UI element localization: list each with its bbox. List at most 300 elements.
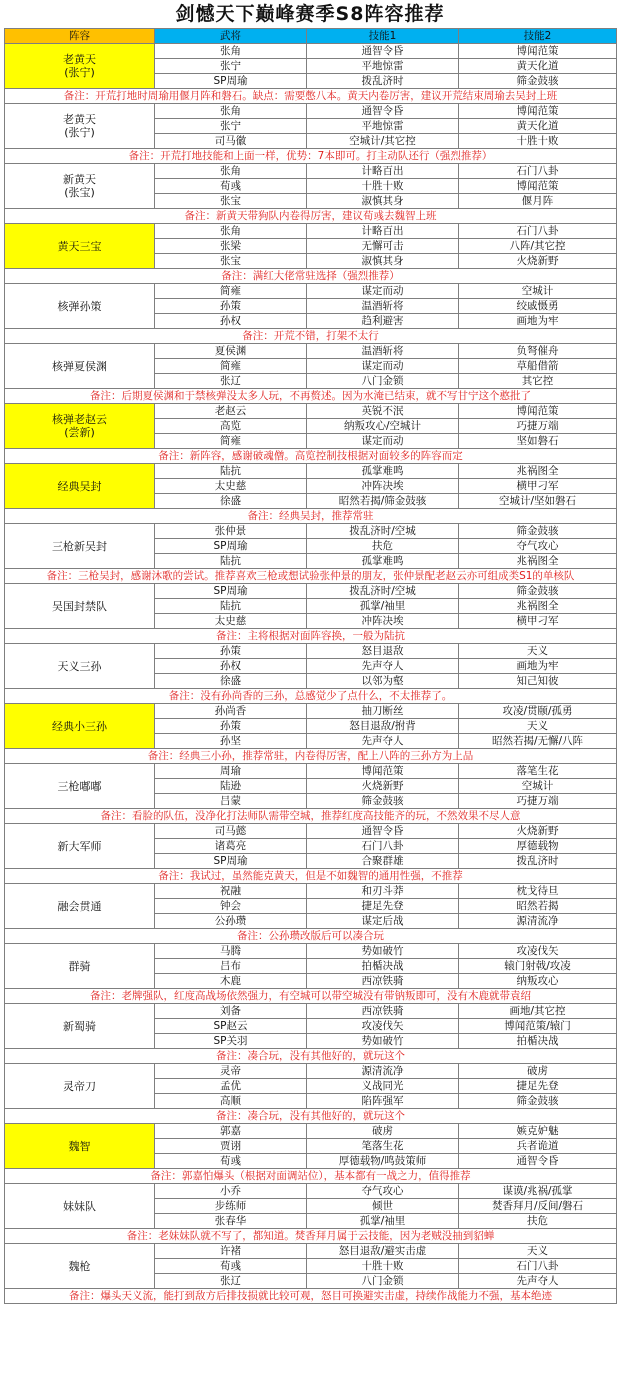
lineup-name-cell [5, 104, 155, 149]
table-row [5, 44, 617, 59]
general-cell: 马腾 [155, 944, 307, 959]
skill-2-cell: 负弩催舟 [459, 344, 617, 359]
skill-2-cell: 博闻范策 [459, 104, 617, 119]
lineup-name-cell [5, 944, 155, 989]
general-cell: 简雍 [155, 284, 307, 299]
note-row [5, 209, 617, 224]
general-cell: 祝融 [155, 884, 307, 899]
general-cell: 陆抗 [155, 554, 307, 569]
skill-1-cell: 以邻为壑 [307, 674, 459, 689]
skill-2-cell: 空城计 [459, 284, 617, 299]
lineup-subname: (张宁) [64, 66, 95, 79]
general-cell: 许褚 [155, 1244, 307, 1259]
skill-1-cell: 冲阵决埃 [307, 614, 459, 629]
general-cell: 小乔 [155, 1184, 307, 1199]
skill-1-cell: 笔落生花 [307, 1139, 459, 1154]
skill-2-cell: 绞戚慑勇 [459, 299, 617, 314]
skill-1-cell: 势如破竹 [307, 1034, 459, 1049]
general-cell: 张宝 [155, 254, 307, 269]
table-row [5, 1004, 617, 1019]
skill-1-cell: 攻凌伐矢 [307, 1019, 459, 1034]
lineup-name-cell [5, 824, 155, 869]
skill-2-cell: 夺气攻心 [459, 539, 617, 554]
general-cell: 张角 [155, 164, 307, 179]
table-row [5, 644, 617, 659]
skill-1-cell: 陷阵强军 [307, 1094, 459, 1109]
lineup-note: 备注：老牌强队，红度高战场依然强力，有空城可以带空城没有带钠叛即可，没有木鹿就带袁绍 [5, 989, 617, 1004]
general-cell: 陆逊 [155, 779, 307, 794]
skill-1-cell: 孤掌难鸣 [307, 554, 459, 569]
note-row [5, 1109, 617, 1124]
general-cell: 高顺 [155, 1094, 307, 1109]
skill-2-cell: 兆祸图全 [459, 554, 617, 569]
lineup-name-cell [5, 764, 155, 809]
general-cell: 张宝 [155, 194, 307, 209]
skill-1-cell: 先声夺人 [307, 659, 459, 674]
skill-2-cell: 巧捷万端 [459, 794, 617, 809]
general-cell: 吕蒙 [155, 794, 307, 809]
skill-1-cell: 合聚群雄 [307, 854, 459, 869]
lineup-name-cell [5, 884, 155, 929]
general-cell: 老赵云 [155, 404, 307, 419]
skill-1-cell: 扶危 [307, 539, 459, 554]
general-cell: 陆抗 [155, 599, 307, 614]
skill-1-cell: 怒目退敌 [307, 644, 459, 659]
skill-1-cell: 厚德载物/鸣鼓策师 [307, 1154, 459, 1169]
general-cell: 张仲景 [155, 524, 307, 539]
lineup-name: 老黄天 [63, 113, 96, 126]
skill-1-cell: 计略百出 [307, 224, 459, 239]
table-row [5, 404, 617, 419]
note-row [5, 449, 617, 464]
lineup-note: 备注：后期夏侯渊和于禁核弹没太多人玩，不再赘述。因为水淹已结束，就不写甘宁这个憨批了 [5, 389, 617, 404]
lineup-body [5, 44, 617, 1304]
skill-2-cell: 源清流净 [459, 914, 617, 929]
table-row [5, 704, 617, 719]
lineup-name: 经典吴封 [57, 479, 102, 493]
table-row [5, 224, 617, 239]
general-cell: 徐盛 [155, 674, 307, 689]
general-cell: SP周瑜 [155, 854, 307, 869]
general-cell: 周瑜 [155, 764, 307, 779]
skill-2-cell: 兆祸图全 [459, 464, 617, 479]
skill-1-cell: 博闻范策 [307, 764, 459, 779]
skill-2-cell: 落笔生花 [459, 764, 617, 779]
general-cell: 荀彧 [155, 179, 307, 194]
skill-1-cell: 八门金锁 [307, 374, 459, 389]
lineup-name-cell [5, 1124, 155, 1169]
skill-1-cell: 趋利避害 [307, 314, 459, 329]
note-row [5, 329, 617, 344]
general-cell: 公孙瓒 [155, 914, 307, 929]
skill-2-cell: 画地为牢 [459, 314, 617, 329]
lineup-name-cell [5, 344, 155, 389]
skill-2-cell: 天义 [459, 644, 617, 659]
note-row [5, 1169, 617, 1184]
lineup-name-cell [5, 1064, 155, 1109]
general-cell: 张角 [155, 224, 307, 239]
general-cell: 张春华 [155, 1214, 307, 1229]
lineup-note: 备注：公孙瓒改版后可以凑合玩 [5, 929, 617, 944]
skill-1-cell: 空城计/其它控 [307, 134, 459, 149]
skill-2-cell: 草船借箭 [459, 359, 617, 374]
note-row [5, 689, 617, 704]
skill-2-cell: 博闻范策 [459, 179, 617, 194]
table-row [5, 284, 617, 299]
skill-1-cell: 拨乱济时/空城 [307, 524, 459, 539]
lineup-note: 备注：爆头天义流，能打到敌方后排技损就比较可观，怒目可换避实击虚，持续作战能力不强，基本绝迹 [5, 1289, 617, 1304]
skill-2-cell: 攻凌/贯颐/孤勇 [459, 704, 617, 719]
lineup-name: 三枪新吴封 [52, 539, 107, 553]
table-row [5, 1184, 617, 1199]
lineup-note: 备注：凑合玩，没有其他好的，就玩这个 [5, 1049, 617, 1064]
skill-2-cell: 通智令昏 [459, 1154, 617, 1169]
skill-1-cell: 怒目退敌/避实击虚 [307, 1244, 459, 1259]
lineup-note: 备注：满红大佬常驻选择（强烈推荐） [5, 269, 617, 284]
lineup-note: 备注：看脸的队伍，没净化打法师队需带空城，推荐红度高技能齐的玩，不然效果不尽人意 [5, 809, 617, 824]
lineup-subname: (尝新) [64, 426, 95, 439]
skill-1-cell: 西凉铁骑 [307, 974, 459, 989]
table-row [5, 1124, 617, 1139]
skill-2-cell: 谋谟/兆祸/孤掌 [459, 1184, 617, 1199]
general-cell: 荀彧 [155, 1259, 307, 1274]
general-cell: 张宁 [155, 119, 307, 134]
general-cell: 夏侯渊 [155, 344, 307, 359]
table-row [5, 884, 617, 899]
lineup-note: 备注：郭嘉怕爆头（根据对面调站位），基本都有一战之力，值得推荐 [5, 1169, 617, 1184]
lineup-name-cell [5, 404, 155, 449]
skill-1-cell: 破虏 [307, 1124, 459, 1139]
general-cell: 太史慈 [155, 614, 307, 629]
table-row [5, 164, 617, 179]
note-row [5, 1289, 617, 1304]
header-row [5, 29, 617, 44]
lineup-name-cell [5, 704, 155, 749]
lineup-note: 备注：新阵容，感谢破魂僧。高览控制技根据对面较多的阵容而定 [5, 449, 617, 464]
skill-2-cell: 偃月阵 [459, 194, 617, 209]
skill-1-cell: 谋定而动 [307, 434, 459, 449]
note-row [5, 509, 617, 524]
skill-2-cell: 空城计/坚如磐石 [459, 494, 617, 509]
header-skill-1: 技能1 [307, 29, 459, 44]
lineup-note: 备注：开荒打地技能和上面一样，优势：7本即可。打主动队还行（强烈推荐） [5, 149, 617, 164]
skill-2-cell: 博闻范策 [459, 44, 617, 59]
general-cell: SP关羽 [155, 1034, 307, 1049]
skill-1-cell: 淑慎其身 [307, 194, 459, 209]
skill-1-cell: 平地惊雷 [307, 119, 459, 134]
skill-1-cell: 捷足先登 [307, 899, 459, 914]
skill-1-cell: 平地惊雷 [307, 59, 459, 74]
skill-1-cell: 拍楯决战 [307, 959, 459, 974]
table-row [5, 104, 617, 119]
note-row [5, 749, 617, 764]
lineup-note: 备注：我试过，虽然能克黄天，但是不如魏智的通用性强，不推荐 [5, 869, 617, 884]
general-cell: 张辽 [155, 1274, 307, 1289]
skill-2-cell: 火烧新野 [459, 254, 617, 269]
general-cell: 诸葛亮 [155, 839, 307, 854]
lineup-name: 三枪嘟嘟 [57, 779, 102, 793]
note-row [5, 989, 617, 1004]
lineup-name-cell [5, 464, 155, 509]
general-cell: 张梁 [155, 239, 307, 254]
skill-2-cell: 画地/其它控 [459, 1004, 617, 1019]
general-cell: SP赵云 [155, 1019, 307, 1034]
skill-1-cell: 通智令昏 [307, 824, 459, 839]
skill-2-cell: 天义 [459, 719, 617, 734]
general-cell: 孙策 [155, 299, 307, 314]
skill-1-cell: 源清流净 [307, 1064, 459, 1079]
skill-1-cell: 十胜十败 [307, 1259, 459, 1274]
lineup-name: 群骑 [68, 959, 91, 973]
note-row [5, 569, 617, 584]
general-cell: 钟会 [155, 899, 307, 914]
note-row [5, 809, 617, 824]
general-cell: 太史慈 [155, 479, 307, 494]
skill-2-cell: 黄天化道 [459, 59, 617, 74]
table-row [5, 344, 617, 359]
lineup-note: 备注：老妹妹队就不写了，都知道。焚香拜月属于云技能，因为老贼没抽到貂蝉 [5, 1229, 617, 1244]
skill-1-cell: 谋定而动 [307, 284, 459, 299]
lineup-name-cell [5, 524, 155, 569]
lineup-name-cell [5, 44, 155, 89]
lineup-subname: (张宝) [64, 186, 95, 199]
skill-1-cell: 通智令昏 [307, 44, 459, 59]
general-cell: 步练师 [155, 1199, 307, 1214]
general-cell: 陆抗 [155, 464, 307, 479]
note-row [5, 869, 617, 884]
lineup-name-cell [5, 1184, 155, 1229]
lineup-note: 备注：新黄天带狗队内卷得厉害，建议荀彧去魏智上班 [5, 209, 617, 224]
skill-1-cell: 孤掌难鸣 [307, 464, 459, 479]
table-row [5, 1244, 617, 1259]
general-cell: SP周瑜 [155, 584, 307, 599]
note-row [5, 149, 617, 164]
general-cell: 孙策 [155, 644, 307, 659]
lineup-note: 备注：开荒打地时周瑜用偃月阵和磐石。缺点：需要憋八本。黄天内卷厉害，建议开荒结束周瑜去吴封上班 [5, 89, 617, 104]
skill-1-cell: 怒目退敌/拊背 [307, 719, 459, 734]
general-cell: 张辽 [155, 374, 307, 389]
page-title: 剑憾天下巅峰赛季S8阵容推荐 [175, 3, 445, 25]
lineup-name: 核弹老赵云 [52, 413, 107, 426]
skill-2-cell: 厚德载物 [459, 839, 617, 854]
skill-1-cell: 石门八卦 [307, 839, 459, 854]
lineup-name: 新黄天 [63, 173, 96, 186]
table-row [5, 764, 617, 779]
general-cell: 孙策 [155, 719, 307, 734]
skill-1-cell: 十胜十败 [307, 179, 459, 194]
skill-2-cell: 博闻范策/辕门 [459, 1019, 617, 1034]
lineup-name: 灵帝刀 [63, 1079, 96, 1093]
skill-1-cell: 倾世 [307, 1199, 459, 1214]
lineup-name-cell [5, 584, 155, 629]
lineup-note: 备注：三枪吴封，感谢沐歌的尝试。推荐喜欢三枪或想试验张仲景的朋友，张仲景配老赵云亦可组成类S1的单核队 [5, 569, 617, 584]
lineup-note: 备注：主将根据对面阵容换，一般为陆抗 [5, 629, 617, 644]
lineup-name-cell [5, 1244, 155, 1289]
general-cell: 灵帝 [155, 1064, 307, 1079]
lineup-name: 新大军师 [57, 839, 102, 853]
general-cell: 贾诩 [155, 1139, 307, 1154]
general-cell: 木鹿 [155, 974, 307, 989]
skill-2-cell: 黄天化道 [459, 119, 617, 134]
lineup-note: 备注：凑合玩，没有其他好的，就玩这个 [5, 1109, 617, 1124]
note-row [5, 929, 617, 944]
lineup-subname: (张宁) [64, 126, 95, 139]
general-cell: 孙坚 [155, 734, 307, 749]
lineup-note: 备注：开荒不错，打架不太行 [5, 329, 617, 344]
general-cell: 司马懿 [155, 824, 307, 839]
skill-2-cell: 嫉克妒魅 [459, 1124, 617, 1139]
skill-2-cell: 兆祸图全 [459, 599, 617, 614]
skill-2-cell: 筛金鼓骇 [459, 74, 617, 89]
general-cell: SP周瑜 [155, 539, 307, 554]
general-cell: 张角 [155, 44, 307, 59]
skill-1-cell: 西凉铁骑 [307, 1004, 459, 1019]
skill-2-cell: 八阵/其它控 [459, 239, 617, 254]
skill-2-cell: 十胜十败 [459, 134, 617, 149]
general-cell: 徐盛 [155, 494, 307, 509]
skill-1-cell: 拨乱济时 [307, 74, 459, 89]
general-cell: 孟优 [155, 1079, 307, 1094]
skill-2-cell: 焚香拜月/反间/磐石 [459, 1199, 617, 1214]
skill-2-cell: 捷足先登 [459, 1079, 617, 1094]
table-row [5, 824, 617, 839]
skill-2-cell: 巧捷万端 [459, 419, 617, 434]
skill-1-cell: 孤掌/袖里 [307, 599, 459, 614]
lineup-name-cell [5, 284, 155, 329]
skill-1-cell: 孤掌/袖里 [307, 1214, 459, 1229]
skill-2-cell: 兵者诡道 [459, 1139, 617, 1154]
general-cell: 简雍 [155, 434, 307, 449]
skill-1-cell: 冲阵决埃 [307, 479, 459, 494]
skill-2-cell: 扶危 [459, 1214, 617, 1229]
lineup-name: 魏枪 [68, 1259, 91, 1273]
skill-1-cell: 谋定而动 [307, 359, 459, 374]
skill-2-cell: 拨乱济时 [459, 854, 617, 869]
skill-2-cell: 昭然若揭 [459, 899, 617, 914]
skill-1-cell: 先声夺人 [307, 734, 459, 749]
lineup-note: 备注：没有孙尚香的三孙，总感觉少了点什么，不太推荐了。 [5, 689, 617, 704]
skill-2-cell: 拍楯决战 [459, 1034, 617, 1049]
skill-2-cell: 坚如磐石 [459, 434, 617, 449]
skill-2-cell: 破虏 [459, 1064, 617, 1079]
general-cell: 张宁 [155, 59, 307, 74]
skill-2-cell: 画地为牢 [459, 659, 617, 674]
header-general: 武将 [155, 29, 307, 44]
lineup-name-cell [5, 224, 155, 269]
skill-1-cell: 计略百出 [307, 164, 459, 179]
header-lineup: 阵容 [5, 29, 155, 44]
general-cell: 孙权 [155, 314, 307, 329]
table-row [5, 944, 617, 959]
general-cell: 荀彧 [155, 1154, 307, 1169]
skill-1-cell: 温酒斩将 [307, 299, 459, 314]
lineup-name: 融会贯通 [57, 899, 102, 913]
note-row [5, 1049, 617, 1064]
lineup-name: 核弹孙策 [57, 299, 102, 313]
lineup-name: 经典小三孙 [52, 719, 107, 733]
skill-1-cell: 英锐不泯 [307, 404, 459, 419]
skill-1-cell: 无懈可击 [307, 239, 459, 254]
general-cell: 郭嘉 [155, 1124, 307, 1139]
skill-2-cell: 石门八卦 [459, 224, 617, 239]
skill-2-cell: 筛金鼓骇 [459, 1094, 617, 1109]
skill-2-cell: 石门八卦 [459, 1259, 617, 1274]
skill-1-cell: 和刃斗莽 [307, 884, 459, 899]
skill-1-cell: 势如破竹 [307, 944, 459, 959]
skill-1-cell: 通智令昏 [307, 104, 459, 119]
skill-1-cell: 义战同光 [307, 1079, 459, 1094]
lineup-name-cell [5, 164, 155, 209]
lineup-note: 备注：经典三小孙，推荐常驻，内卷得厉害，配上八阵的三孙方为上品 [5, 749, 617, 764]
general-cell: SP周瑜 [155, 74, 307, 89]
skill-2-cell: 空城计 [459, 779, 617, 794]
skill-1-cell: 纳叛攻心/空城计 [307, 419, 459, 434]
skill-1-cell: 夺气攻心 [307, 1184, 459, 1199]
skill-2-cell: 枕戈待旦 [459, 884, 617, 899]
skill-1-cell: 谋定后战 [307, 914, 459, 929]
table-row [5, 464, 617, 479]
lineup-table [4, 28, 617, 1304]
note-row [5, 89, 617, 104]
skill-1-cell: 温酒斩将 [307, 344, 459, 359]
lineup-name: 老黄天 [63, 53, 96, 66]
skill-2-cell: 知己知彼 [459, 674, 617, 689]
skill-2-cell: 其它控 [459, 374, 617, 389]
skill-2-cell: 攻凌伐矢 [459, 944, 617, 959]
skill-1-cell: 抽刀断丝 [307, 704, 459, 719]
table-row [5, 584, 617, 599]
general-cell: 孙权 [155, 659, 307, 674]
note-row [5, 1229, 617, 1244]
skill-1-cell: 拨乱济时/空城 [307, 584, 459, 599]
lineup-name: 黄天三宝 [57, 239, 102, 253]
skill-2-cell: 纳叛攻心 [459, 974, 617, 989]
skill-2-cell: 横甲刁军 [459, 614, 617, 629]
lineup-name: 核弹夏侯渊 [52, 359, 107, 373]
note-row [5, 269, 617, 284]
skill-1-cell: 八门金锁 [307, 1274, 459, 1289]
header-skill-2: 技能2 [459, 29, 617, 44]
table-row [5, 1064, 617, 1079]
skill-1-cell: 淑慎其身 [307, 254, 459, 269]
skill-2-cell: 筛金鼓骇 [459, 584, 617, 599]
skill-2-cell: 石门八卦 [459, 164, 617, 179]
skill-1-cell: 火烧新野 [307, 779, 459, 794]
lineup-name: 新蜀骑 [63, 1019, 96, 1033]
general-cell: 司马徽 [155, 134, 307, 149]
skill-2-cell: 筛金鼓骇 [459, 524, 617, 539]
skill-1-cell: 筛金鼓骇 [307, 794, 459, 809]
lineup-note: 备注：经典吴封，推荐常驻 [5, 509, 617, 524]
general-cell: 孙尚香 [155, 704, 307, 719]
note-row [5, 389, 617, 404]
skill-2-cell: 横甲刁军 [459, 479, 617, 494]
lineup-name: 妹妹队 [63, 1199, 96, 1213]
skill-2-cell: 昭然若揭/无懈/八阵 [459, 734, 617, 749]
lineup-name-cell [5, 644, 155, 689]
lineup-name: 吴国封禁队 [52, 599, 107, 613]
general-cell: 简雍 [155, 359, 307, 374]
note-row [5, 629, 617, 644]
general-cell: 高览 [155, 419, 307, 434]
lineup-name: 天义三孙 [57, 659, 102, 673]
table-row [5, 524, 617, 539]
skill-2-cell: 先声夺人 [459, 1274, 617, 1289]
lineup-name-cell [5, 1004, 155, 1049]
skill-1-cell: 昭然若揭/筛金鼓骇 [307, 494, 459, 509]
general-cell: 张角 [155, 104, 307, 119]
skill-2-cell: 辕门射戟/攻凌 [459, 959, 617, 974]
